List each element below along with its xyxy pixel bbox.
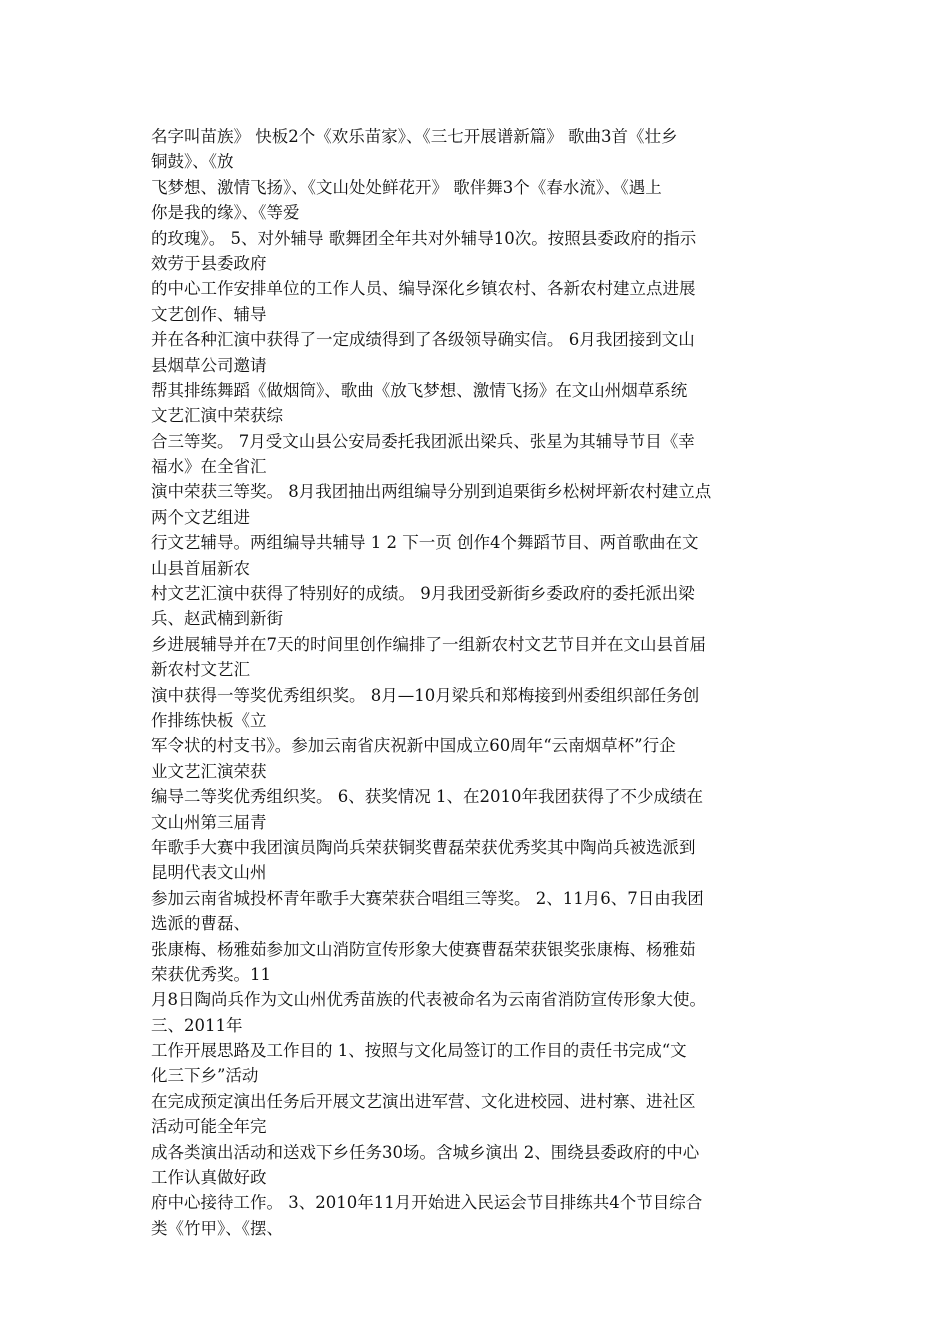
text-line: 帮其排练舞蹈《做烟筒》、歌曲《放飞梦想、激情飞扬》在文山州烟草系统 — [151, 380, 688, 400]
text-line: 活动可能全年完 — [151, 1117, 267, 1137]
text-line: 选派的曹磊、 — [151, 914, 250, 934]
text-line: 成各类演出活动和送戏下乡任务30场。含城乡演出 2、围绕县委政府的中心 — [151, 1142, 700, 1162]
document-body-text — [151, 124, 806, 1241]
text-line: 编导二等奖优秀组织奖。 6、获奖情况 1、在2010年我团获得了不少成绩在 — [151, 787, 703, 807]
text-line: 三、2011年 — [151, 1015, 243, 1035]
text-line: 的中心工作安排单位的工作人员、编导深化乡镇农村、各新农村建立点进展 — [151, 279, 696, 299]
text-line: 村文艺汇演中获得了特别好的成绩。 9月我团受新街乡委政府的委托派出梁 — [151, 584, 695, 604]
text-line: 月8日陶尚兵作为文山州优秀苗族的代表被命名为云南省消防宣传形象大使。 — [151, 990, 706, 1010]
text-line: 军令状的村支书》。参加云南省庆祝新中国成立60周年“云南烟草杯”行企 — [151, 736, 676, 756]
text-line: 文艺汇演中荣获综 — [151, 406, 283, 426]
text-line: 作排练快板《立 — [151, 710, 267, 730]
text-line: 效劳于县委政府 — [151, 253, 267, 273]
text-line: 工作开展思路及工作目的 1、按照与文化局签订的工作目的责任书完成“文 — [151, 1041, 687, 1061]
text-line: 参加云南省城投杯青年歌手大赛荣获合唱组三等奖。 2、11月6、7日由我团 — [151, 888, 704, 908]
text-line: 年歌手大赛中我团演员陶尚兵荣获铜奖曹磊荣获优秀奖其中陶尚兵被选派到 — [151, 837, 696, 857]
text-line: 文山州第三届青 — [151, 812, 267, 832]
text-line: 昆明代表文山州 — [151, 863, 267, 883]
text-line: 福水》在全省汇 — [151, 457, 267, 477]
text-line: 飞梦想、激情飞扬》、《文山处处鲜花开》 歌伴舞3个《春水流》、《遇上 — [151, 177, 662, 197]
text-line: 山县首届新农 — [151, 558, 250, 578]
text-line: 工作认真做好政 — [151, 1168, 267, 1188]
text-line: 业文艺汇演荣获 — [151, 761, 267, 781]
text-line: 在完成预定演出任务后开展文艺演出进军营、文化进校园、进村寨、进社区 — [151, 1091, 696, 1111]
text-line: 两个文艺组进 — [151, 507, 250, 527]
text-line: 张康梅、杨雅茹参加文山消防宣传形象大使赛曹磊荣获银奖张康梅、杨雅茹 — [151, 939, 696, 959]
text-line: 演中获得一等奖优秀组织奖。 8月—10月梁兵和郑梅接到州委组织部任务创 — [151, 685, 700, 705]
text-line: 新农村文艺汇 — [151, 660, 250, 680]
text-line: 行文艺辅导。两组编导共辅导 1 2 下一页 创作4个舞蹈节目、两首歌曲在文 — [151, 533, 699, 553]
text-line: 乡进展辅导并在7天的时间里创作编排了一组新农村文艺节目并在文山县首届 — [151, 634, 706, 654]
text-line: 并在各种汇演中获得了一定成绩得到了各级领导确实信。 6月我团接到文山 — [151, 330, 695, 350]
text-line: 演中荣获三等奖。 8月我团抽出两组编导分别到追栗街乡松树坪新农村建立点 — [151, 482, 712, 502]
text-line: 类《竹甲》、《摆、 — [151, 1218, 283, 1238]
text-line: 合三等奖。 7月受文山县公安局委托我团派出梁兵、张星为其辅导节目《幸 — [151, 431, 695, 451]
text-line: 的玫瑰》。 5、对外辅导 歌舞团全年共对外辅导10次。按照县委政府的指示 — [151, 228, 697, 248]
text-line: 文艺创作、辅导 — [151, 304, 267, 324]
text-line: 化三下乡”活动 — [151, 1066, 259, 1086]
text-line: 你是我的缘》、《等爱 — [151, 203, 300, 223]
text-line: 铜鼓》、《放 — [151, 152, 234, 172]
text-line: 名字叫苗族》 快板2个《欢乐苗家》、《三七开展谱新篇》 歌曲3首《壮乡 — [151, 127, 678, 146]
text-line: 县烟草公司邀请 — [151, 355, 267, 375]
text-line: 兵、赵武楠到新街 — [151, 609, 283, 629]
text-line: 荣获优秀奖。11 — [151, 964, 271, 984]
text-line: 府中心接待工作。 3、2010年11月开始进入民运会节目排练共4个节目综合 — [151, 1193, 703, 1213]
